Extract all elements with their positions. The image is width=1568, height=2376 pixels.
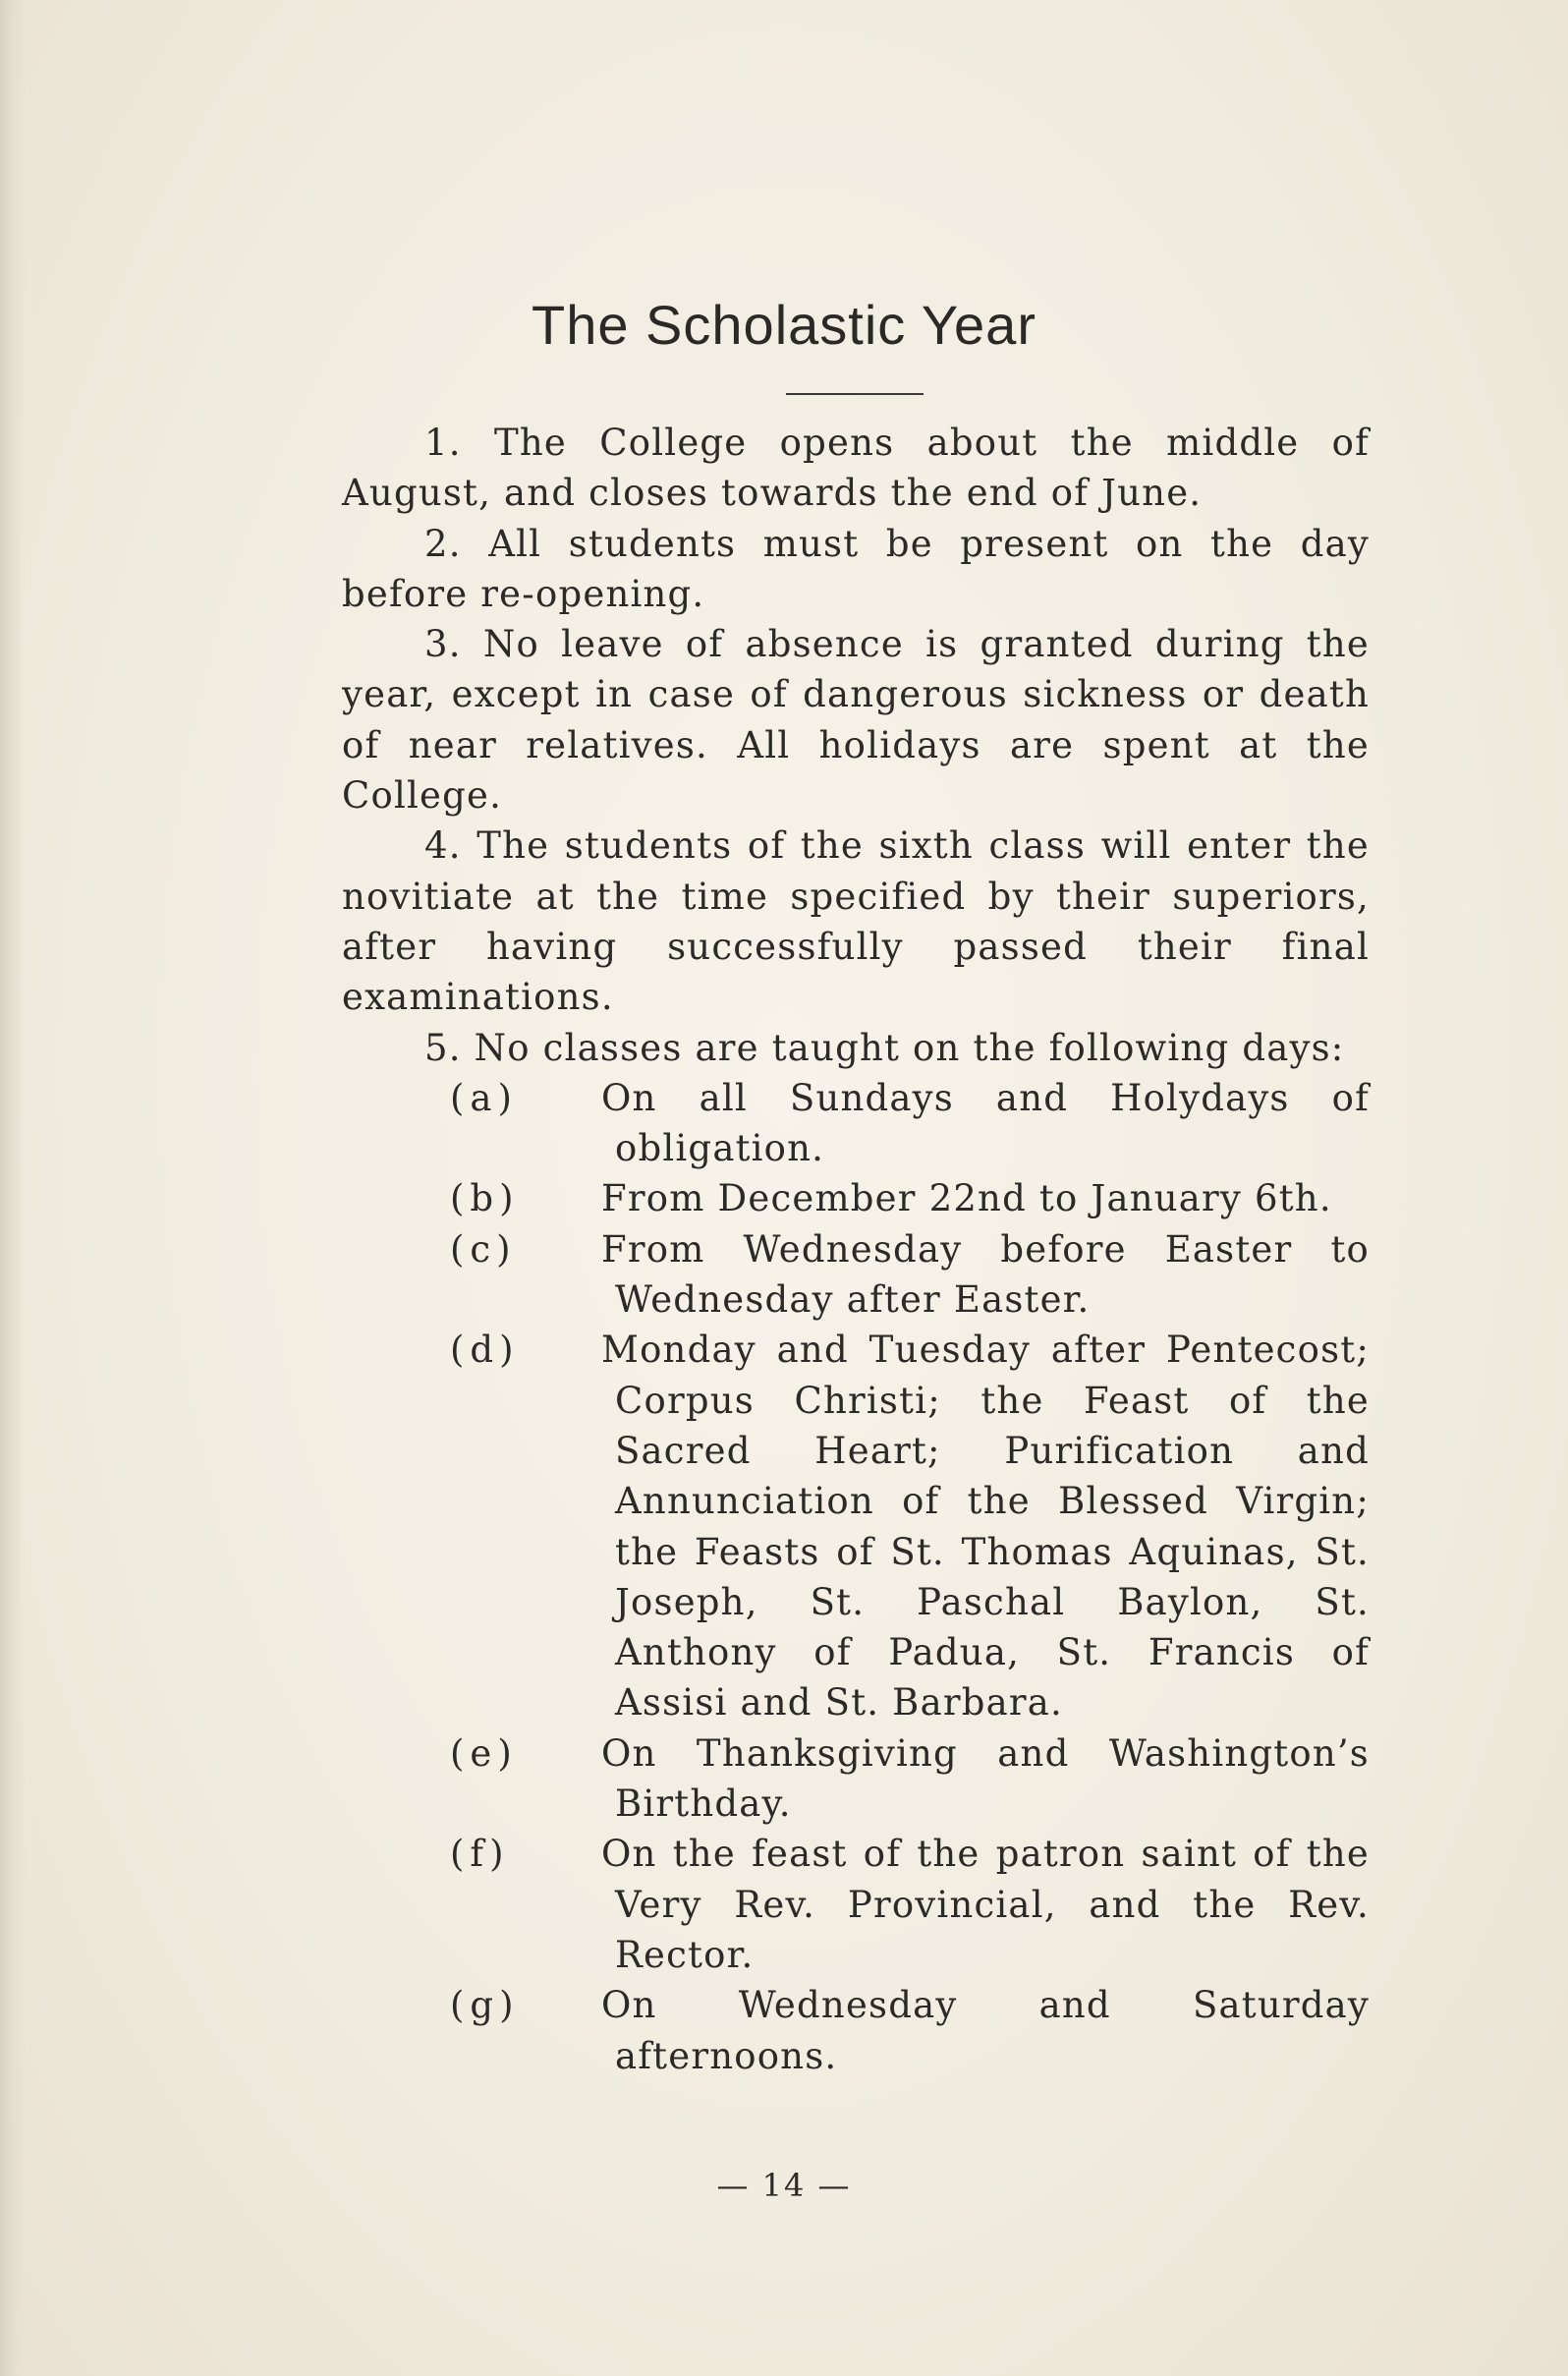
paragraph-5: 5. No classes are taught on the following days: — [424, 1026, 1345, 1069]
list-item-text: On all Sundays and Holydays of obligation. — [601, 1076, 1370, 1170]
paragraph-4: 4. The students of the sixth class will enter the novitiate at the time specified by their superiors, after having successfully passed their final examinations. — [342, 824, 1370, 1019]
title-rule — [786, 393, 924, 395]
paragraph-3: 3. No leave of absence is granted during the year, except in case of dangerous sickness or death of near relatives. All holidays are spent at the College. — [342, 623, 1370, 818]
list-item-e — [450, 1728, 1370, 1830]
list-item-c — [450, 1224, 1370, 1326]
list-item-d — [450, 1325, 1370, 1727]
body-text — [342, 418, 1370, 2081]
paragraph-1: 1. The College opens about the middle of August, and closes towards the end of June. — [342, 422, 1370, 515]
list-item-text: From December 22nd to January 6th. — [601, 1177, 1332, 1220]
list-item-text: On Thanksgiving and Washington’s Birthday. — [601, 1731, 1370, 1826]
list-item-text: On the feast of the patron saint of the Very Rev. Provincial, and the Rev. Rector. — [601, 1833, 1370, 1976]
list-item-text: Monday and Tuesday after Pentecost; Corpus Christi; the Feast of the Sacred Heart; Purification and Annunciation of the Blessed Virgin; the Feasts of St. Thomas Aquinas, St. Joseph, St. Paschal Baylon, St. Anthony of Padua, St. Francis of Assisi and St. Barbara. — [601, 1329, 1370, 1725]
list-item-letter: (g) — [450, 1984, 520, 2027]
list-item-letter: (e) — [450, 1731, 518, 1775]
list-item-letter: (c) — [450, 1227, 517, 1271]
list-item-letter: (d) — [450, 1329, 520, 1372]
list-item-a — [450, 1073, 1370, 1174]
list-item-text: On Wednesday and Saturday afternoons. — [601, 1984, 1370, 2077]
list-item-b — [450, 1173, 1370, 1223]
list-item-f — [450, 1829, 1370, 1980]
list-item-letter: (b) — [450, 1177, 520, 1220]
list-item-letter: (f) — [450, 1833, 510, 1876]
holiday-list — [342, 1073, 1370, 2081]
paragraph-2: 2. All students must be present on the day before re-opening. — [342, 522, 1370, 615]
list-item-g — [450, 1980, 1370, 2081]
list-item-text: From Wednesday before Easter to Wednesday after Easter. — [601, 1227, 1370, 1322]
list-item-letter: (a) — [450, 1076, 518, 1119]
page-number: — 14 — — [716, 2167, 852, 2204]
page-title: The Scholastic Year — [532, 294, 1036, 356]
